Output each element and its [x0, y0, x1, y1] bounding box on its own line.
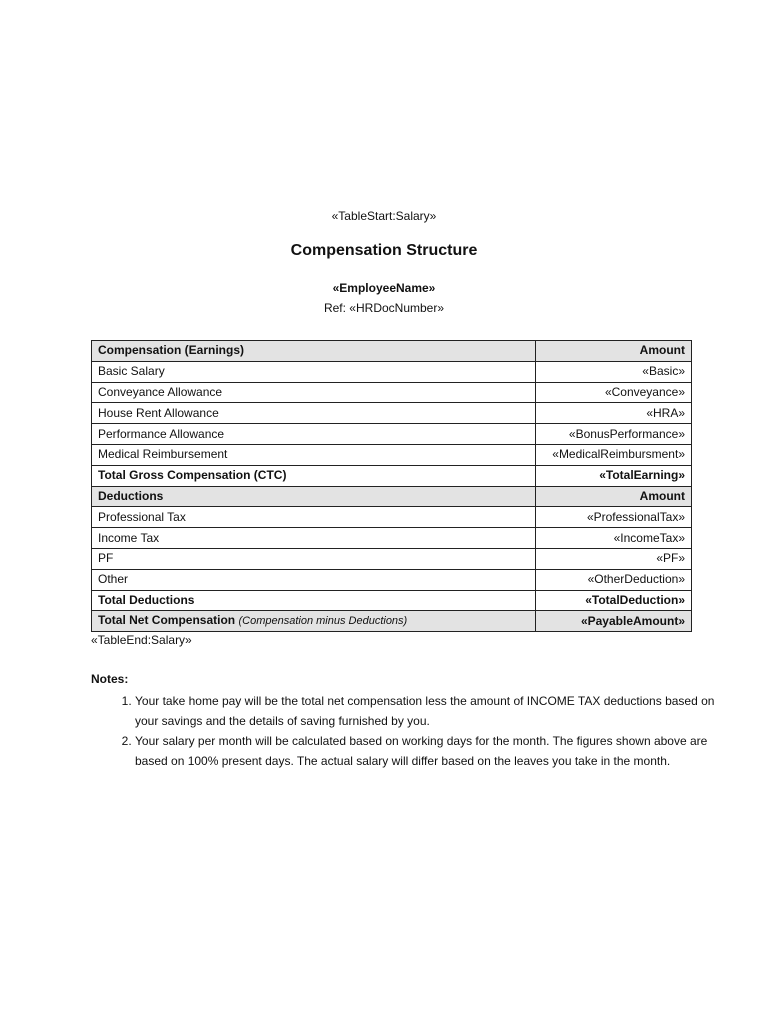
- deduction-total-label: Total Deductions: [92, 590, 536, 611]
- table-row: [92, 569, 692, 590]
- deduction-total-amount: «TotalDeduction»: [536, 590, 692, 611]
- row-label: Professional Tax: [92, 507, 536, 528]
- row-label: Income Tax: [92, 528, 536, 549]
- table-row: [92, 507, 692, 528]
- row-amount: «IncomeTax»: [536, 528, 692, 549]
- employee-name-field: «EmployeeName»: [332, 281, 436, 295]
- row-amount: «HRA»: [536, 403, 692, 424]
- table-row: [92, 548, 692, 569]
- notes-list: [91, 691, 715, 771]
- row-label: Basic Salary: [92, 361, 536, 382]
- table-row: [92, 382, 692, 403]
- row-label: Medical Reimbursement: [92, 444, 536, 465]
- row-label: Conveyance Allowance: [92, 382, 536, 403]
- gross-total-amount: «TotalEarning»: [536, 465, 692, 486]
- table-start-field: «TableStart:Salary»: [331, 209, 437, 223]
- row-amount: «Conveyance»: [536, 382, 692, 403]
- net-total-label: Total Net Compensation: [98, 613, 236, 628]
- row-amount: «BonusPerformance»: [536, 424, 692, 445]
- row-amount: «PF»: [536, 548, 692, 569]
- table-end-field: «TableEnd:Salary»: [91, 633, 192, 647]
- earnings-header-amount: Amount: [536, 341, 692, 362]
- gross-total-row: [92, 465, 692, 486]
- deductions-header-amount: Amount: [536, 486, 692, 507]
- earnings-header-row: [92, 341, 692, 362]
- net-total-label-cell: [92, 611, 536, 632]
- reference-line: Ref: «HRDocNumber»: [323, 301, 445, 315]
- table-row: [92, 528, 692, 549]
- list-item: 1. Your take home pay will be the total net compensation less the amount of INCOME TAX deductions based on your savings and the details of saving furnished by you.: [135, 691, 715, 731]
- row-label: Performance Allowance: [92, 424, 536, 445]
- net-total-amount: «PayableAmount»: [536, 611, 692, 632]
- list-item: 2. Your salary per month will be calculated based on working days for the month. The figures shown above are based on 100% present days. The actual salary will differ based on the leaves you take in the month.: [135, 731, 715, 771]
- gross-total-label: Total Gross Compensation (CTC): [92, 465, 536, 486]
- net-total-note: (Compensation minus Deductions): [238, 615, 408, 628]
- row-amount: «ProfessionalTax»: [536, 507, 692, 528]
- row-amount: «OtherDeduction»: [536, 569, 692, 590]
- row-amount: «Basic»: [536, 361, 692, 382]
- compensation-table: [91, 340, 692, 632]
- deductions-header-label: Deductions: [92, 486, 536, 507]
- deductions-header-row: [92, 486, 692, 507]
- row-label: House Rent Allowance: [92, 403, 536, 424]
- earnings-header-label: Compensation (Earnings): [92, 341, 536, 362]
- row-label: Other: [92, 569, 536, 590]
- table-row: [92, 403, 692, 424]
- net-total-row: [92, 611, 692, 632]
- table-row: [92, 444, 692, 465]
- deduction-total-row: [92, 590, 692, 611]
- notes-heading: Notes:: [91, 672, 129, 686]
- row-amount: «MedicalReimbursment»: [536, 444, 692, 465]
- row-label: PF: [92, 548, 536, 569]
- table-row: [92, 424, 692, 445]
- table-row: [92, 361, 692, 382]
- page-title: Compensation Structure: [290, 242, 478, 259]
